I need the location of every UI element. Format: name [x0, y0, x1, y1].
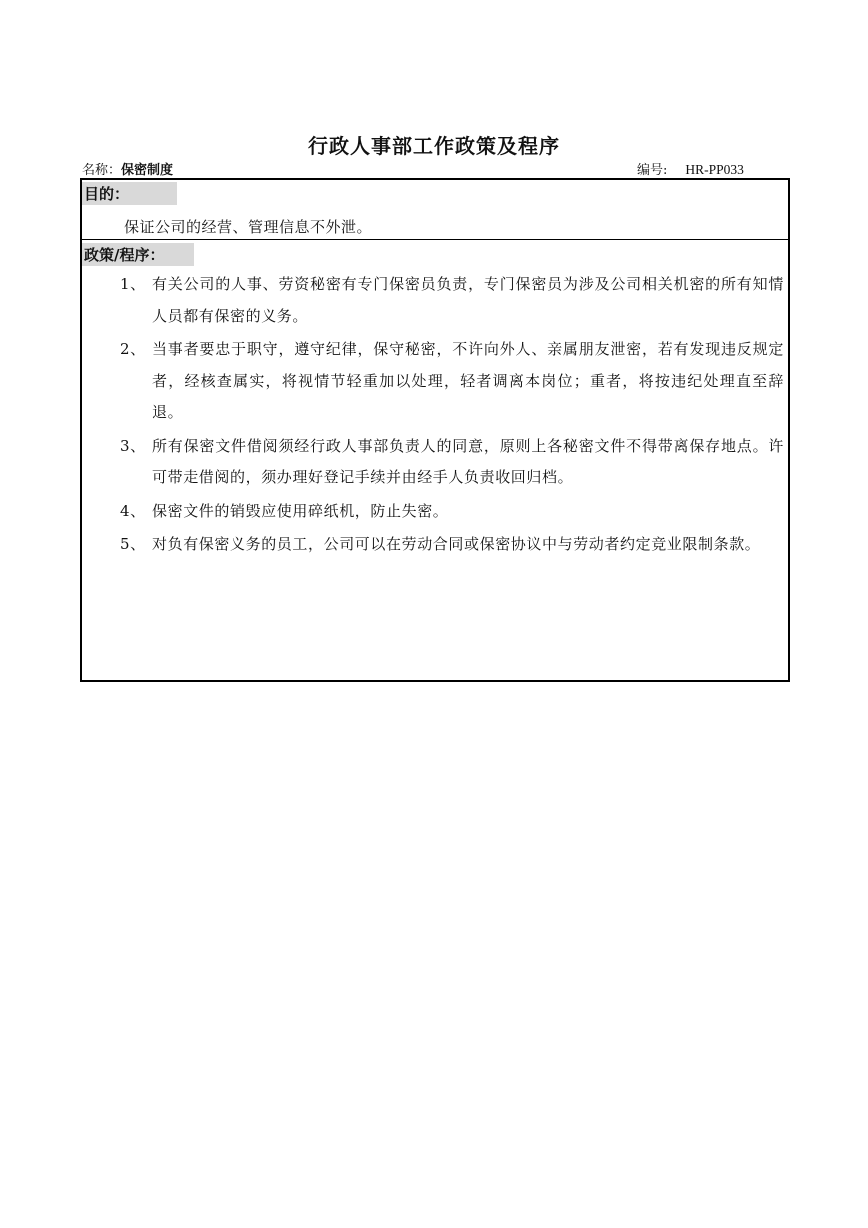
- policy-table: [80, 178, 790, 682]
- name-value: 保密制度: [121, 163, 174, 178]
- policy-item-number: 2、: [120, 340, 146, 358]
- purpose-heading: 目的：: [82, 182, 177, 205]
- policy-item: [120, 529, 784, 561]
- policy-item: [120, 269, 784, 332]
- code-value: HR-PP033: [685, 162, 744, 177]
- policy-heading: 政策/程序：: [82, 243, 194, 266]
- policy-item: [120, 334, 784, 429]
- code-label: 编号:: [637, 163, 668, 178]
- policy-item-number: 3、: [120, 436, 146, 455]
- page-title: 行政人事部工作政策及程序: [308, 134, 560, 158]
- policy-item: [120, 496, 784, 528]
- policy-item-number: 5、: [120, 535, 146, 553]
- policy-item-text: 所有保密文件借阅须经行政人事部负责人的同意，原则上各秘密文件不得带离保存地点。许可带走借阅的，须办理好登记手续并由经手人负责收回归档。: [152, 436, 784, 486]
- policy-item-text: 保密文件的销毁应使用碎纸机，防止失密。: [152, 501, 449, 520]
- document-meta: [82, 159, 788, 179]
- name-label: 名称：: [82, 163, 122, 178]
- policy-item-text: 对负有保密义务的员工，公司可以在劳动合同或保密协议中与劳动者约定竞业限制条款。: [152, 535, 761, 553]
- policy-list: [120, 269, 784, 563]
- document-name: [82, 159, 173, 178]
- policy-item: [120, 431, 784, 494]
- purpose-text: 保证公司的经营、管理信息不外泄。: [124, 218, 373, 236]
- policy-item-text: 当事者要忠于职守，遵守纪律，保守秘密，不许向外人、亲属朋友泄密，若有发现违反规定者，经核查属实，将视情节轻重加以处理，轻者调离本岗位；重者，将按违纪处理直至辞退。: [152, 340, 784, 421]
- policy-item-text: 有关公司的人事、劳资秘密有专门保密员负责，专门保密员为涉及公司相关机密的所有知情人员都有保密的义务。: [152, 275, 784, 325]
- document-code: [637, 159, 744, 178]
- policy-item-number: 4、: [120, 501, 146, 520]
- policy-item-number: 1、: [120, 275, 146, 293]
- section-divider: [82, 239, 788, 240]
